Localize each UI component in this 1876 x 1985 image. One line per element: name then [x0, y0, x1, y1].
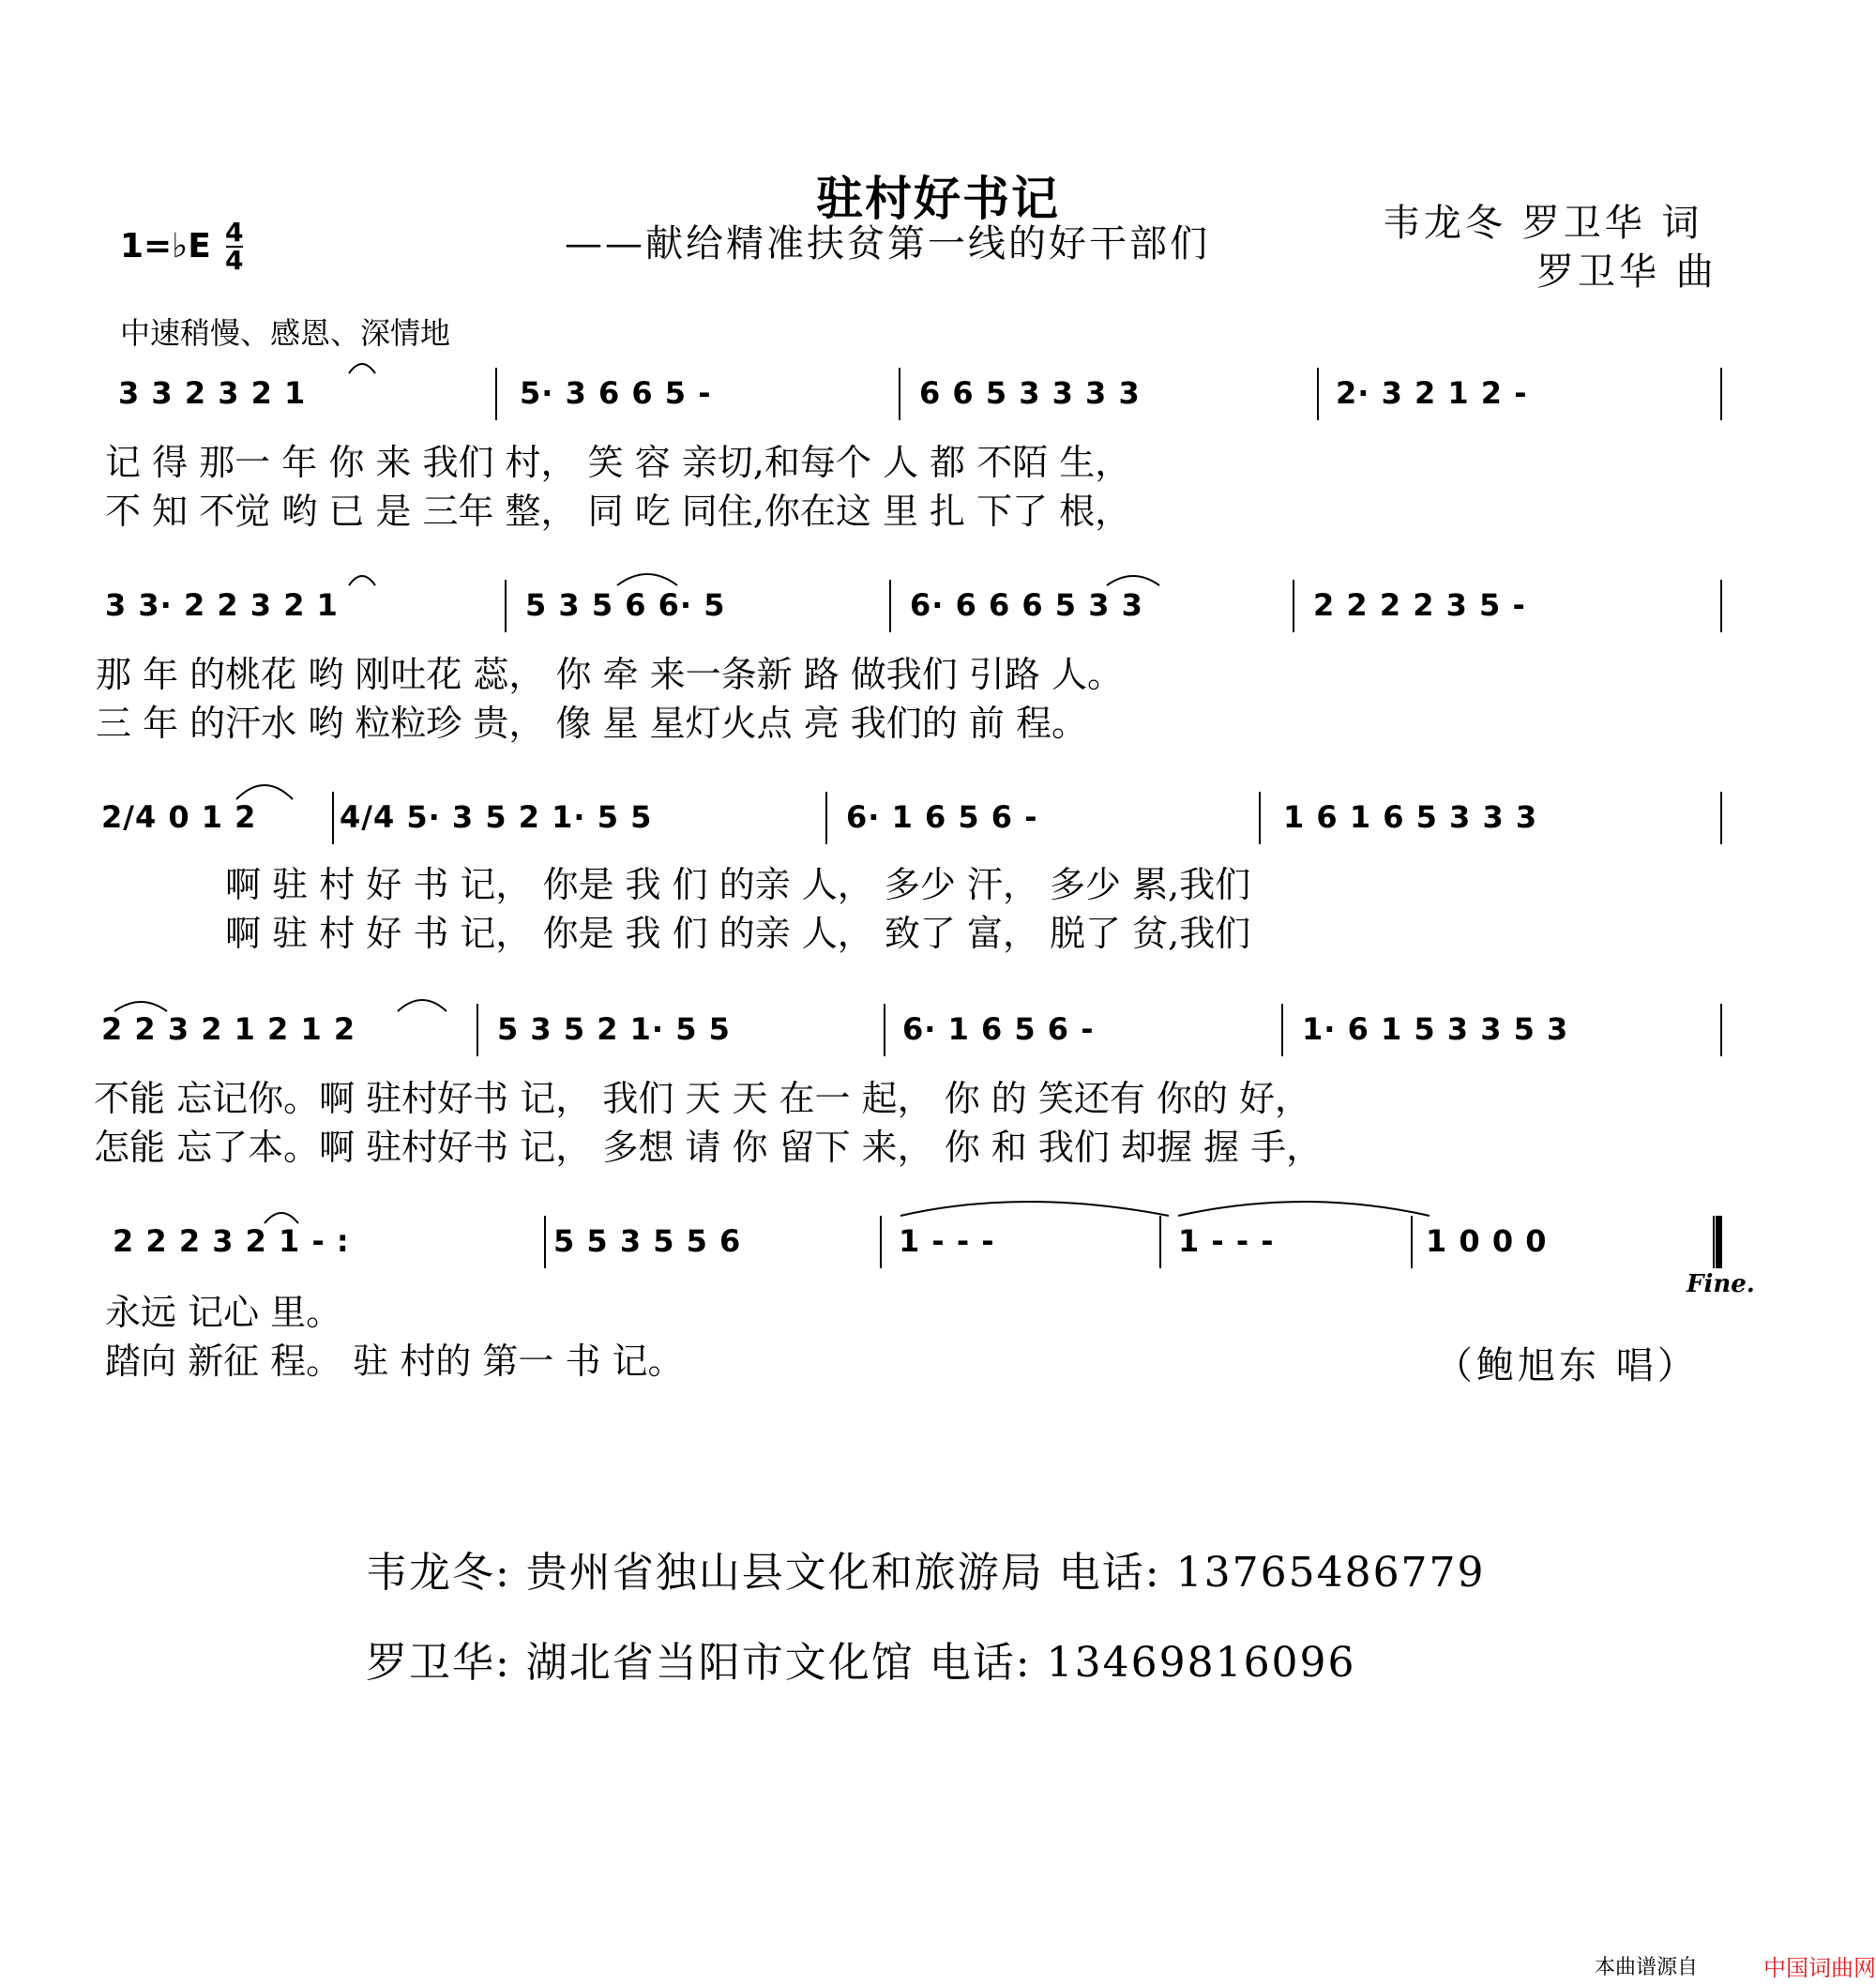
- system-1-measure-4: 2· 3 2 1 2 -: [1336, 375, 1528, 411]
- system-1-verse-2: 不 知 不觉 哟 已 是 三年 整， 同 吃 同住,你在这 里 扎 下了 根，: [105, 491, 1131, 532]
- slur: [265, 1213, 298, 1223]
- system-3-measure-1: 2/4 0 1 2: [101, 799, 257, 835]
- system-4-measure-4: 1· 6 1 5 3 3 5 3: [1302, 1011, 1569, 1047]
- system-2-measure-4: 2 2 2 2 3 5 -: [1313, 587, 1526, 623]
- system-5-measure-3: 1 - - -: [899, 1223, 995, 1259]
- slur: [1107, 576, 1159, 585]
- slur: [114, 1002, 167, 1011]
- system-1-measure-2: 5· 3 6 6 5 -: [520, 375, 712, 411]
- system-2-measure-3: 6· 6 6 6 5 3 3: [910, 587, 1143, 623]
- system-3-verse-2: 啊 驻 村 好 书 记， 你是 我 们 的亲 人， 致了 富， 脱了 贫,我们: [225, 913, 1251, 954]
- system-2-verse-1: 那 年 的桃花 哟 刚吐花 蕊， 你 牵 来一条新 路 做我们 引路 人。: [96, 654, 1123, 695]
- system-2-measure-1: 3 3· 2 2 3 2 1: [105, 587, 339, 623]
- system-4-measure-2: 5 3 5 2 1· 5 5: [497, 1011, 731, 1047]
- lyricist-credit: 韦龙冬 罗卫华 词: [1383, 202, 1703, 245]
- system-5-measure-2: 5 5 3 5 5 6: [553, 1223, 742, 1259]
- composer-credit: 罗卫华 曲: [1536, 250, 1717, 294]
- system-5-measure-5: 1 0 0 0: [1426, 1223, 1548, 1259]
- slur: [617, 574, 677, 585]
- song-subtitle: ——献给精准扶贫第一线的好干部们: [565, 222, 1210, 265]
- source-label: 本曲谱源自: [1595, 1956, 1699, 1979]
- slur: [1178, 1202, 1430, 1216]
- time-signature-top: 4: [225, 217, 244, 248]
- contact-lyricist: 韦龙冬: 贵州省独山县文化和旅游局 电话: 13765486779: [366, 1549, 1486, 1597]
- system-4-measure-1: 2 2 3 2 1 2 1 2: [101, 1011, 356, 1047]
- fine-marking: Fine.: [1687, 1270, 1755, 1298]
- system-2-measure-2: 5 3 5 6 6· 5: [525, 587, 726, 623]
- key-signature: 1=♭E: [120, 227, 211, 265]
- song-title: 驻村好书记: [816, 171, 1060, 226]
- tempo-marking: 中速稍慢、感恩、深情地: [120, 315, 451, 351]
- system-3-measure-2: 4/4 5· 3 5 2 1· 5 5: [340, 799, 653, 835]
- system-5-verse-2: 踏向 新征 程。 驻 村的 第一 书 记。: [105, 1341, 684, 1382]
- system-2-verse-2: 三 年 的汗水 哟 粒粒珍 贵， 像 星 星灯火点 亮 我们的 前 程。: [96, 703, 1087, 744]
- slur: [398, 1000, 446, 1011]
- system-3-verse-1: 啊 驻 村 好 书 记， 你是 我 们 的亲 人， 多少 汗， 多少 累,我们: [225, 864, 1251, 905]
- slur: [349, 576, 375, 585]
- singer-credit: （鲍旭东 唱）: [1435, 1344, 1699, 1387]
- contact-composer: 罗卫华: 湖北省当阳市文化馆 电话: 13469816096: [366, 1639, 1356, 1687]
- system-4-measure-3: 6· 1 6 5 6 -: [902, 1011, 1095, 1047]
- slur: [236, 785, 293, 799]
- site-logo-text[interactable]: 中国词曲网: [1763, 1955, 1876, 1981]
- system-1-measure-1: 3 3 2 3 2 1: [118, 375, 307, 411]
- slur: [900, 1202, 1169, 1216]
- system-3-measure-3: 6· 1 6 5 6 -: [846, 799, 1038, 835]
- system-1-measure-3: 6 6 5 3 3 3 3: [919, 375, 1141, 411]
- time-signature-bottom: 4: [225, 245, 244, 276]
- system-5-measure-4: 1 - - -: [1178, 1223, 1275, 1259]
- system-1-verse-1: 记 得 那一 年 你 来 我们 村， 笑 容 亲切,和每个 人 都 不陌 生，: [105, 442, 1131, 483]
- system-5-verse-1: 永远 记心 里。: [105, 1292, 342, 1333]
- system-4-verse-1: 不能 忘记你。啊 驻村好书 记， 我们 天 天 在一 起， 你 的 笑还有 你的 好，: [94, 1078, 1311, 1119]
- system-5-measure-1: 2 2 2 3 2 1 - :: [113, 1223, 350, 1259]
- system-3-measure-4: 1 6 1 6 5 3 3 3: [1283, 799, 1538, 835]
- system-4-verse-2: 怎能 忘了本。啊 驻村好书 记， 多想 请 你 留下 来， 你 和 我们 却握 握 手，: [94, 1127, 1323, 1168]
- slur: [349, 364, 375, 373]
